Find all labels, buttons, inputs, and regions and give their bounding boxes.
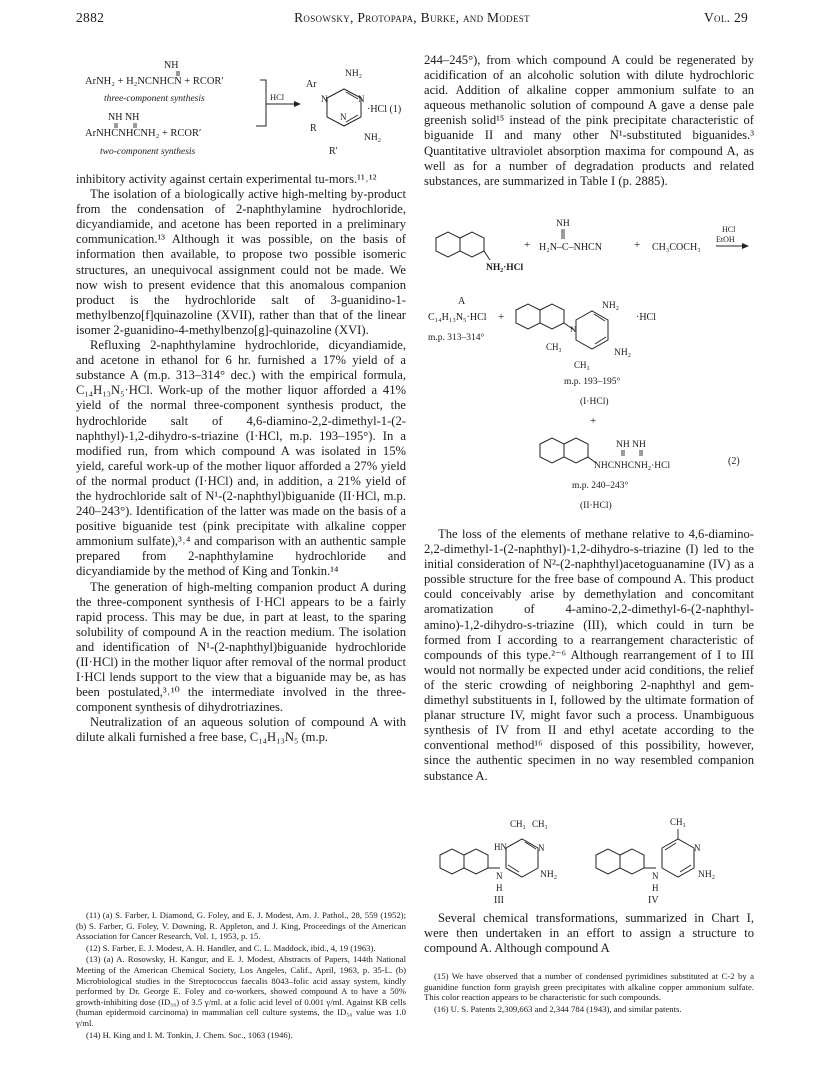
nh-label: NH <box>556 219 570 229</box>
biguanide-chain: NHCNHCNH₂·HCl <box>594 461 671 471</box>
nh2-label: NH₂ <box>614 348 632 358</box>
ch3-label: CH₃ <box>574 360 590 370</box>
ch3-label: CH₃ <box>510 819 526 829</box>
two-component-equation: ArNHCNHCNH₂ + RCOR′ <box>85 128 202 139</box>
nh2-label: NH₂ <box>698 870 716 880</box>
compound-a-mp: m.p. 313–314° <box>428 333 485 343</box>
paragraph: Refluxing 2-naphthylamine hydrochloride, dicyandiamide, and acetone in ethanol for 6 hr. furnished a 17% yield of a substance A (m.p. 313–314° dec.) with the empirical formula, C₁₄H₁₃N₅·HCl. Work-up of the mother liquor afforded a 41% yield of the normal three-component synthesis product, the hydrochloride salt of 4,6-diamino-2,2-dimethyl-1-(2-naphthyl)-1,2-dihydro-s-triazine (I·HCl, m.p. 193–195°). In a modified run, from which compound A was isolated in 15% yield, careful work-up of the mother liquor afforded a 27% yield of the normal product (I·HCl) and, in addition, a 21% yield of the hydrochloride salt of N¹-(2-naphthyl)biguanide (II·HCl, m.p. 240–243°). Identification of the latter was made on the basis of a positive biguanide test (pink precipitate with alkaline copper ammonium sulfate),³˒⁴ and comparison with an authentic sample prepared from 2-naphthylamine hydrochloride and dicyandiamide by the method of King and Tonkin.¹⁴ <box>76 338 406 579</box>
three-component-equation: ArNH₂ + H₂NCNHCN + RCOR′ <box>85 76 224 87</box>
reaction-scheme-1 <box>82 54 414 166</box>
product-r-prime: R′ <box>329 146 338 157</box>
hn-label: HN <box>494 842 507 852</box>
footnote: (13) (a) A. Rosowsky, H. Kangur, and E. J. Modest, Abstracts of Papers, 144th National Meeting of the American Chemical Society, Los Angeles, Calif., April, 1963, p. 35-L. (b) Microbiological studies in the Streptococcus faecalis 8043–folic acid assay system, kindly performed by Dr. George E. Foley and co-workers, showed compound A to have a 50% growth-inhibiting dose (ID₅₀) of 3.5 γ/ml. at a folic acid level of 0.001 γ/ml. Against KB cells (human epidermoid carcinoma) in mammalian cell culture systems, the ID₅₀ value was 1.0 γ/ml. <box>76 954 406 1028</box>
equation-number: (2) <box>728 456 740 467</box>
running-title: Rosowsky, Protopapa, Burke, and Modest <box>294 10 530 25</box>
ethanol-solvent: EtOH <box>716 235 735 244</box>
right-column-text-top <box>424 53 754 189</box>
product-nh2-top: NH₂ <box>345 69 363 79</box>
nh-label: NH <box>164 60 179 71</box>
footnote: (15) We have observed that a number of condensed pyrimidines substituted at C-2 by a guanidine function form grayish green precipitates with alkaline copper ammonium sulfate. This color reaction appears to be characteristic for such compounds. <box>424 971 754 1003</box>
naphthylamine-hcl: NH₂·HCl <box>486 263 524 273</box>
paragraph: inhibitory activity against certain experimental tu-mors.¹¹˒¹² <box>76 172 377 186</box>
right-footnotes <box>424 971 754 1015</box>
page-number: 2882 <box>76 10 105 25</box>
right-column-text-mid <box>424 527 754 784</box>
nh2-label: NH₂ <box>602 301 620 311</box>
product-r: R <box>310 123 317 134</box>
footnote: (14) H. King and I. M. Tonkin, J. Chem. Soc., 1063 (1946). <box>86 1029 293 1040</box>
compound-iii-label: III <box>494 895 504 905</box>
paragraph: The loss of the elements of methane relative to 4,6-diamino-2,2-dimethyl-1-(2-naphthyl)-1,2-dihydro-s-triazine (I) led to the initial consideration of N²-(2-naphthyl)acetoguanamine (IV) as a possible structure for the free base of compound A. This product could conceivably arise by demethylation and concomitant aromatization of 4-amino-2,2-dimethyl-6-(2-naphthyl-amino)-1,2-dihydro-s-triazine (III), which could in turn be formed from I according to a rearrangement characteristic of compounds of this type.²⁻⁶ Although rearrangement of I to III would not normally be expected under acid conditions, the relief of the steric crowding of neighboring 2-naphthyl and gem-dimethyl substituents in I, followed by the ultimate formation of planar structure IV, might favor such a process. Unambiguous synthesis of IV from II and ethyl acetate according to the conventional method¹⁶ disposed of this possibility, however, since the authentic specimen in no way resembled companion substance A. <box>424 527 754 783</box>
product-n2: N <box>358 94 365 104</box>
ring-n: N <box>538 843 545 853</box>
volume-label: Vol. 29 <box>704 10 749 25</box>
ch3-label: CH₃ <box>670 817 686 827</box>
structures-iii-iv <box>424 815 754 905</box>
reaction-scheme-2 <box>424 212 754 514</box>
ring-n: N <box>694 843 701 853</box>
plus-sign: + <box>524 239 531 251</box>
compound-i-label: (I·HCl) <box>580 397 609 407</box>
h-label: H <box>496 883 503 893</box>
plus-sign: + <box>634 239 641 251</box>
plus-sign: + <box>590 415 597 427</box>
plus-sign: + <box>498 311 505 323</box>
paragraph: The generation of high-melting companion product A during the three-component synthesis of I·HCl appears to be a fairly rapid process. This may be due, in part at least, to the sparing solubility of compound A in the reaction medium. The isolation and identification of N¹-(2-naphthyl)biguanide hydrochloride (II·HCl) in the mother liquor after removal of the normal product I·HCl lends support to the view that a biguanide may be, as has been postulated,³˒¹⁰ the intermediate involved in the three-component synthesis of dihydrotriazines. <box>76 579 406 715</box>
nh-nh-label: NH NH <box>616 440 646 450</box>
left-column-text <box>76 172 406 746</box>
nh-nh-label: NH NH <box>108 112 140 123</box>
footnote: (16) U. S. Patents 2,309,663 and 2,344 784 (1943), and similar patents. <box>434 1003 682 1014</box>
footnote: (12) S. Farber, E. J. Modest, A. H. Handler, and C. L. Maddock, ibid., 4, 19 (1963). <box>86 942 376 953</box>
h-label: H <box>652 883 659 893</box>
left-footnotes <box>76 910 406 1041</box>
hcl-label: ·HCl <box>636 312 656 323</box>
acetone: CH₃COCH₃ <box>652 242 701 253</box>
compound-i-mp: m.p. 193–195° <box>564 377 621 387</box>
compound-ii-mp: m.p. 240–243° <box>572 481 629 491</box>
compound-a-formula: C₁₄H₁₃N₅·HCl <box>428 312 487 323</box>
three-component-label: three-component synthesis <box>104 94 205 104</box>
product-ar: Ar <box>306 79 317 90</box>
right-column-text-bottom <box>424 911 754 956</box>
paragraph: 244–245°), from which compound A could be regenerated by acidification of an alcoholic solution with dilute hydrochloric acid. Addition of alkaline copper ammonium sulfate to an aqueous methanolic solution of compound A gave a dense pale greenish solid¹⁵ instead of the pink precipitate characteristic of biguanide II and many other N¹-substituted biguanides.³ Quantitative ultraviolet absorption maxima for compound A, as well as for a number of degradation products and related substances, are summarized in Table I (p. 2885). <box>424 53 754 188</box>
ring-n: N <box>496 871 503 881</box>
product-n3: N <box>340 112 347 122</box>
paragraph: Neutralization of an aqueous solution of compound A with dilute alkali furnished a free base, C₁₄H₁₃N₅ (m.p. <box>76 715 406 745</box>
compound-iv-label: IV <box>648 895 659 905</box>
ring-n: N <box>652 871 659 881</box>
hcl-reagent: HCl <box>270 92 285 102</box>
nh2-label: NH₂ <box>540 870 558 880</box>
product-nh2: NH₂ <box>364 133 382 143</box>
hcl-catalyst: HCl <box>722 225 736 234</box>
compound-ii-label: (II·HCl) <box>580 501 612 511</box>
paragraph: The isolation of a biologically active high-melting by-product from the condensation of 2-naphthylamine hydrochloride, dicyandiamide, and acetone has been reported in a preliminary communication.¹³ Although it was possible, on the basis of information then available, to propose two possible isomeric structures, an unequivocal assignment could not be made. We now wish to present evidence that this anomalous companion product is the hydrochloride salt of 3-guanidino-1-methylbenzo[f]quinazoline (XVII), rather than that of the linear isomer 2-guanidino-4-methylbenzo[g]-quinazoline (XVI). <box>76 187 406 337</box>
footnote: (11) (a) S. Farber, I. Diamond, G. Foley, and E. J. Modest, Am. J. Pathol., 28, 559 (1952); (b) S. Farber, G. Foley, V. Downing, R. Appleton, and J. King, Proceedings of the American Association for Cancer Research, Vol. 1, 1953, p. 15. <box>76 910 406 942</box>
ring-n: N <box>570 324 577 334</box>
product-hcl-eq1: ·HCl (1) <box>367 104 402 115</box>
product-n1: N <box>321 94 328 104</box>
compound-a-label: A <box>458 296 466 307</box>
ch3-label: CH₃ <box>546 342 562 352</box>
dicyandiamide: H₂N–C–NHCN <box>539 242 602 253</box>
two-component-label: two-component synthesis <box>100 147 196 157</box>
ch3-label: CH₃ <box>532 819 548 829</box>
paragraph: Several chemical transformations, summarized in Chart I, were then undertaken in an effort to assign a structure to compound A. Although compound A <box>424 911 754 956</box>
